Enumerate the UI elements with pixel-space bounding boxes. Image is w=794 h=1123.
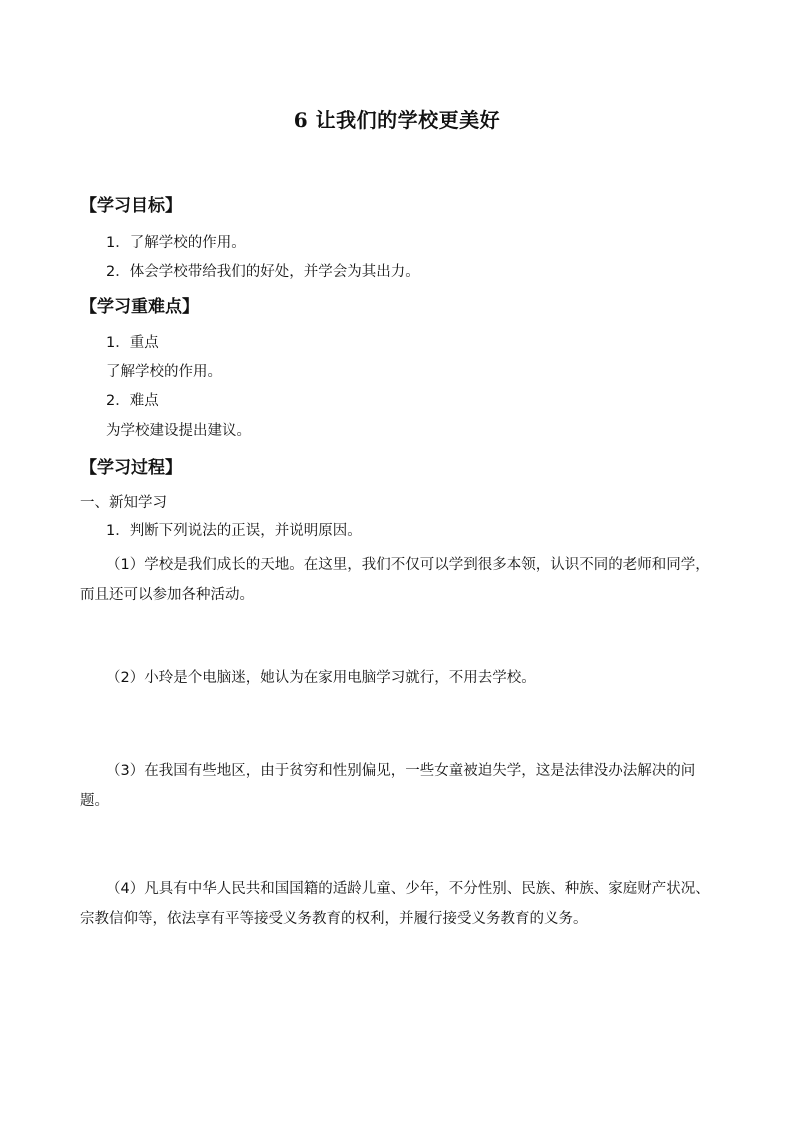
- section-heading-goals: 【学习目标】: [80, 196, 182, 216]
- statement-2: （2）小玲是个电脑迷，她认为在家用电脑学习就行，不用去学校。: [106, 670, 536, 686]
- statement-3: （3）在我国有些地区，由于贫穷和性别偏见，一些女童被迫失学，这是法律没办法解决的问题。: [80, 763, 696, 809]
- statement-4: （4）凡具有中华人民共和国国籍的适龄儿童、少年，不分性别、民族、种族、家庭财产状况、宗教信仰等，依法享有平等接受义务教育的权利，并履行接受义务教育的义务。: [80, 881, 710, 927]
- key-point-text-2: 为学校建设提出建议。: [106, 423, 251, 439]
- key-point-label-1: 1．重点: [106, 335, 159, 351]
- key-point-text-1: 了解学校的作用。: [106, 364, 222, 380]
- document-title: 6 让我们的学校更美好: [293, 108, 501, 132]
- statement-1: （1）学校是我们成长的天地。在这里，我们不仅可以学到很多本领，认识不同的老师和同学，而且还可以参加各种活动。: [80, 557, 710, 603]
- question-prompt: 1．判断下列说法的正误，并说明原因。: [106, 523, 362, 539]
- goal-item-2: 2．体会学校带给我们的好处，并学会为其出力。: [106, 264, 420, 280]
- key-point-label-2: 2．难点: [106, 393, 159, 409]
- section-heading-process: 【学习过程】: [80, 458, 182, 478]
- section-heading-key-points: 【学习重难点】: [80, 297, 199, 317]
- part-title: 一、新知学习: [80, 495, 167, 511]
- goal-item-1: 1．了解学校的作用。: [106, 235, 246, 251]
